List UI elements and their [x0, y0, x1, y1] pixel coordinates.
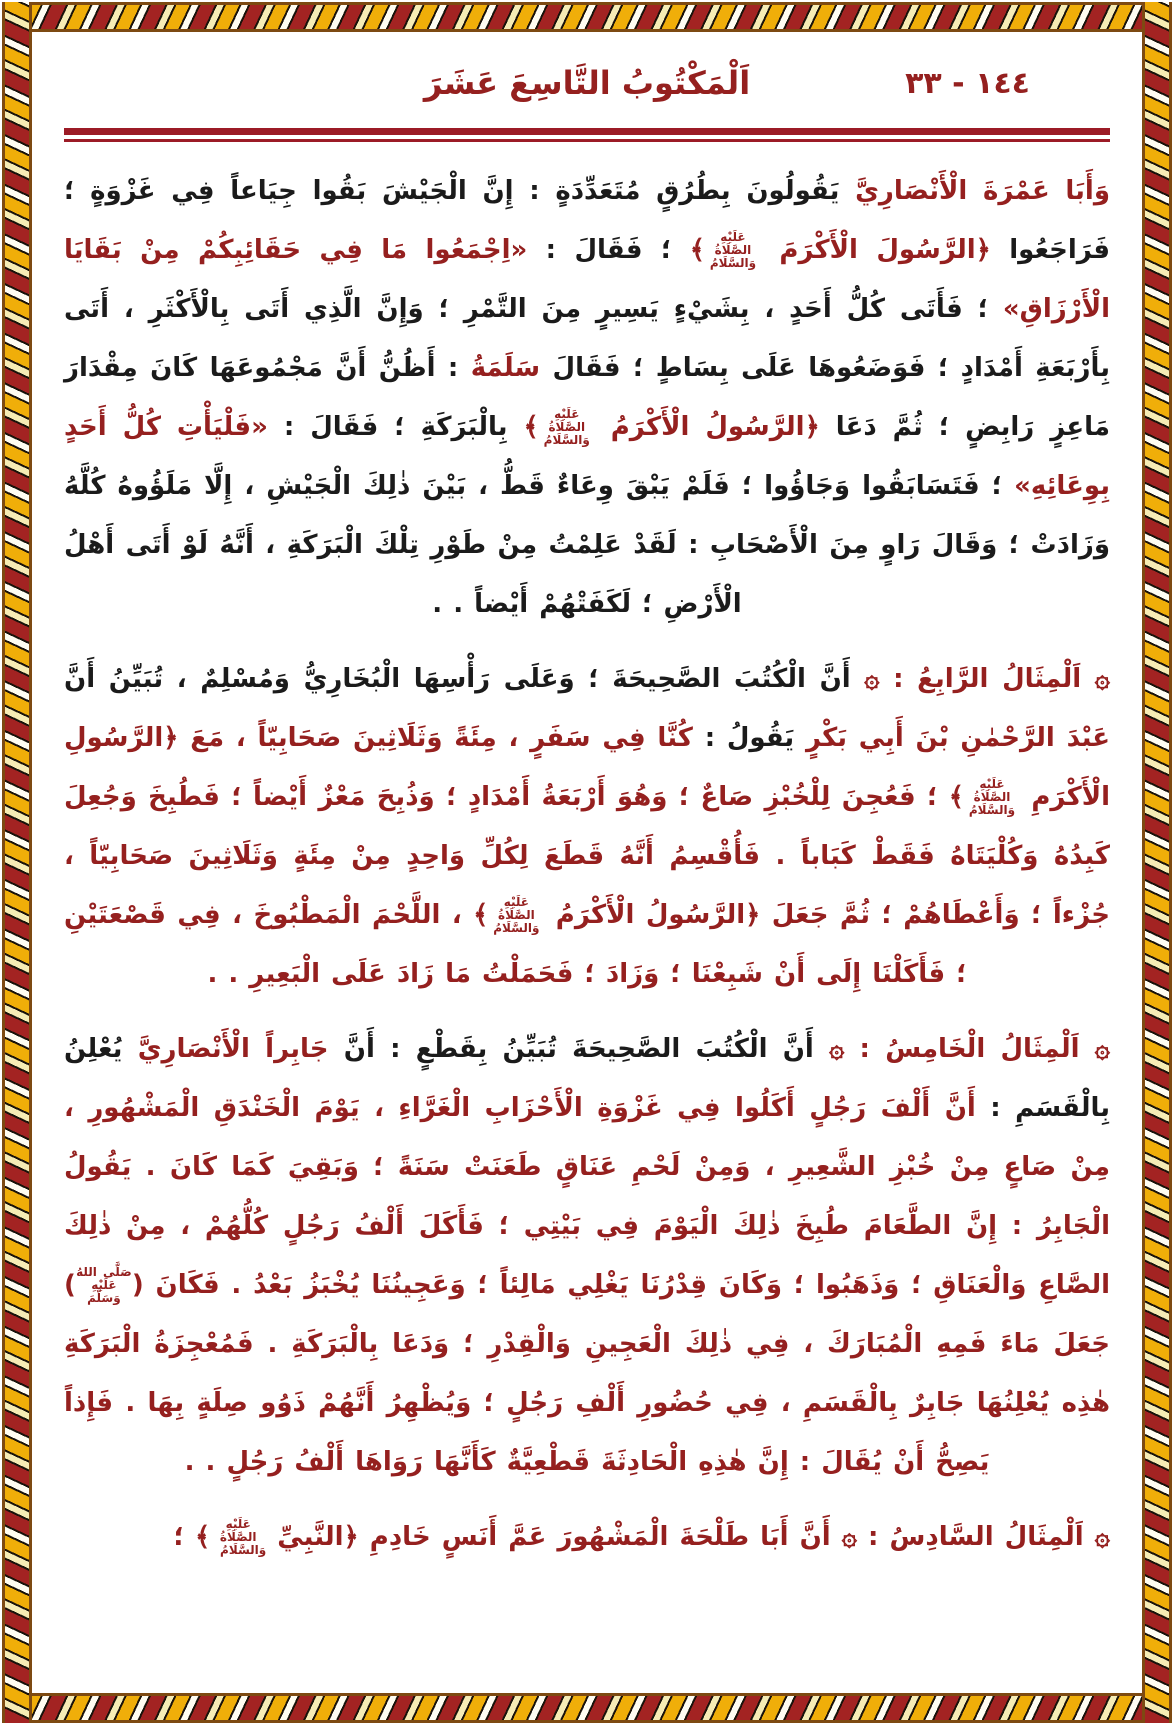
page-body — [32, 32, 1142, 1693]
text-segment: عَبْدَ الرَّحْمٰنِ بْنَ أَبِي بَكْرٍ — [805, 723, 1110, 753]
text-segment: ؛ فَتَسَابَقُوا وَجَاؤُوا ؛ فَلَمْ يَبْقَ وِعَاءٌ قَطُّ ، بَيْنَ ذٰلِكَ الْجَيْشِ ، إِلَّا مَلَؤُوهُ كُلَّهُ وَزَادَتْ ؛ وَقَالَ رَاوٍ مِنَ الْأَصْحَابِ : لَقَدْ عَلِمْتُ مِنْ طَوْرِ تِلْكَ الْبَرَكَةِ ، أَنَّهُ لَوْ أَتَى أَهْلُ الْأَرْضِ ؛ لَكَفَتْهُمْ أَيْضاً . . — [64, 471, 1110, 619]
salawat-calligraphy-stamp: عَلَيْهِ الصَّلَاةُ وَالسَّلَامُ — [219, 1516, 267, 1558]
text-segment: ) جَعَلَ مَاءَ فَمِهِ الْمُبَارَكَ ، فِي ذٰلِكَ الْعَجِينِ وَالْقِدْرِ ؛ وَدَعَا بِالْبَرَكَةِ . فَمُعْجِزَةُ الْبَرَكَةِ هٰذِه يُعْلِنُهَا جَابِرٌ بِالْقَسَمِ ، فِي حُضُورِ أَلْفِ رَجُلٍ ؛ وَيُظْهِرُ أَنَّهُمْ ذَوُو صِلَةٍ بِهَا . فَإِذاً يَصِحُّ أَنْ يُقَالَ : إِنَّ هٰذِهِ الْحَادِثَةَ قَطْعِيَّةٌ كَأَنَّهَا رَوَاهَا أَلْفُ رَجُلٍ . . — [64, 1270, 1110, 1477]
text-segment: يُعْلِنُ بِالْقَسَمِ : — [64, 1034, 1110, 1123]
text-segment: ﴾ — [689, 235, 705, 265]
text-segment: يَقُولُونَ بِطُرُقٍ مُتَعَدِّدَةٍ : إِنَّ الْجَيْشَ بَقُوا جِيَاعاً فِي غَزْوَةٍ ؛ فَرَاجَعُوا — [64, 176, 1110, 265]
text-segment: ؛ فَقَالَ : — [527, 235, 690, 265]
paragraph — [64, 1508, 1110, 1567]
salawat-calligraphy-stamp: صَلَّى اللهُ عَلَيْهِ وَسَلَّمَ — [76, 1264, 132, 1306]
paragraph — [64, 650, 1110, 1004]
text-segment: ۞ اَلْمِثَالُ الْخَامِسُ : ۞ — [813, 1034, 1110, 1064]
text-segment: وَأَبَا عَمْرَةَ الْأَنْصَارِيَّ — [855, 176, 1110, 206]
page-number: ١٤٤ - ٣٣ — [905, 66, 1030, 101]
text-segment: ﴾ ؛ فَعُجِنَ لِلْخُبْزِ صَاعٌ ؛ وَهُوَ أَرْبَعَةُ أَمْدَادٍ ؛ وَذُبِحَ مَعْزٌ أَيْضاً ؛ فَطُبِخَ وَجُعِلَ كَبِدُهُ وَكُلْيَتَاهُ فَقَطْ كَبَاباً . فَأُقْسِمُ أَنَّهُ قَطَعَ لِكُلِّ وَاحِدٍ مِنْ مِئَةٍ وَثَلَاثِينَ صَحَابِيّاً ، جُزْءاً ؛ وَأَعْطَاهُمْ ؛ ثُمَّ جَعَلَ ﴿الرَّسُولُ الْأَكْرَمُ — [64, 782, 1110, 930]
header-rule-thin — [64, 139, 1110, 142]
text-segment: «اِجْمَعُوا مَا فِي حَقَائِبِكُمْ مِنْ بَقَايَا الْأَرْزَاقِ» — [64, 235, 1110, 324]
ornamental-border-left — [2, 2, 32, 1723]
text-segment: ۞ اَلْمِثَالُ السَّادِسُ : ۞ أَنَّ أَبَا طَلْحَةَ الْمَشْهُورَ عَمَّ أَنَسٍ خَادِمِ ﴿النَّبِيِّ — [266, 1522, 1110, 1552]
salawat-calligraphy-stamp: عَلَيْهِ الصَّلَاةُ وَالسَّلَامُ — [968, 776, 1016, 818]
text-segment: «فَلْيَأْتِ كُلُّ أَحَدٍ بِوِعَائِهِ» — [64, 412, 1110, 501]
paragraph — [64, 162, 1110, 634]
text-segment: ؛ فَأَتَى كُلُّ أَحَدٍ ، بِشَيْءٍ يَسِيرٍ مِنَ التَّمْرِ ؛ وَإِنَّ الَّذِي أَتَى بِالْأَكْثَرِ ، أَتَى بِأَرْبَعَةِ أَمْدَادٍ ؛ فَوَضَعُوهَا عَلَى بِسَاطٍ ؛ فَقَالَ — [64, 294, 1110, 383]
text-segment: ﴿الرَّسُولُ الْأَكْرَمُ — [594, 412, 820, 442]
content — [64, 162, 1110, 1567]
salawat-calligraphy-stamp: عَلَيْهِ الصَّلَاةُ وَالسَّلَامُ — [709, 229, 757, 271]
page-header — [64, 50, 1110, 128]
text-segment: ﴾ ، اللَّحْمَ الْمَطْبُوخَ ، فِي قَصْعَتَيْنِ ؛ فَأَكَلْنَا إِلَى أَنْ شَبِعْنَا ؛ وَزَادَ ؛ فَحَمَلْتُ مَا زَادَ عَلَى الْبَعِيرِ . . — [64, 900, 967, 989]
text-segment: كُنَّا فِي سَفَرٍ ، مِئَةً وَثَلَاثِينَ صَحَابِيّاً ، مَعَ ﴿الرَّسُولِ الْأَكْرَمِ — [64, 723, 1110, 812]
header-rule-thick — [64, 128, 1110, 135]
text-segment: أَنَّ أَلْفَ رَجُلٍ أَكَلُوا فِي غَزْوَةِ الْأَحْزَابِ الْغَرَّاءِ ، يَوْمَ الْخَنْدَقِ الْمَشْهُورِ ، مِنْ صَاعٍ مِنْ خُبْزِ الشَّعِيرِ ، وَمِنْ لَحْمِ عَنَاقٍ طَعَنَتْ سَنَةً ؛ وَبَقِيَ كَمَا كَانَ . يَقُولُ الْجَابِرُ : إِنَّ الطَّعَامَ طُبِخَ ذٰلِكَ الْيَوْمَ فِي بَيْتِي ؛ فَأَكَلَ أَلْفُ رَجُلٍ كُلُّهُمْ ، مِنْ ذٰلِكَ الصَّاعِ وَالْعَنَاقِ ؛ وَذَهَبُوا ؛ وَكَانَ قِدْرُنَا يَغْلِي مَالِئاً ؛ وَعَجِينُنَا يُخْبَزُ بَعْدُ . فَكَانَ ( — [64, 1093, 1110, 1300]
text-segment: أَنَّ الْكُتُبَ الصَّحِيحَةَ ؛ وَعَلَى رَأْسِهَا الْبُخَارِيُّ وَمُسْلِمٌ ، تُبَيِّنُ أَنَّ — [64, 664, 851, 694]
ornamental-border-top — [2, 2, 1172, 32]
text-segment: أَنَّ الْكُتُبَ الصَّحِيحَةَ تُبَيِّنُ بِقَطْعٍ : أَنَّ — [328, 1034, 814, 1064]
text-segment: ۞ اَلْمِثَالُ الرَّابِعُ : ۞ — [850, 664, 1110, 694]
text-segment: بِالْبَرَكَةِ ؛ فَقَالَ : — [267, 412, 524, 442]
page-title: اَلْمَكْتُوبُ التَّاسِعَ عَشَرَ — [423, 64, 751, 102]
text-segment: ﴾ — [523, 412, 539, 442]
salawat-calligraphy-stamp: عَلَيْهِ الصَّلَاةُ وَالسَّلَامُ — [493, 894, 540, 936]
text-segment: سَلَمَةُ — [470, 353, 541, 383]
paragraph — [64, 1020, 1110, 1492]
ornamental-border-right — [1142, 2, 1172, 1723]
text-segment: ﴿الرَّسُولَ الْأَكْرَمَ — [760, 235, 991, 265]
text-segment: ﴾ ؛ — [173, 1522, 211, 1552]
salawat-calligraphy-stamp: عَلَيْهِ الصَّلَاةُ وَالسَّلَامُ — [543, 406, 590, 448]
ornamental-border-bottom — [2, 1693, 1172, 1723]
text-segment: : أَظُنُّ أَنَّ مَجْمُوعَهَا كَانَ مِقْدَارَ مَاعِزٍ رَابِضٍ ؛ ثُمَّ دَعَا — [64, 353, 1110, 442]
text-segment: جَابِراً الْأَنْصَارِيَّ — [137, 1034, 329, 1064]
text-segment: يَقُولُ : — [692, 723, 806, 753]
